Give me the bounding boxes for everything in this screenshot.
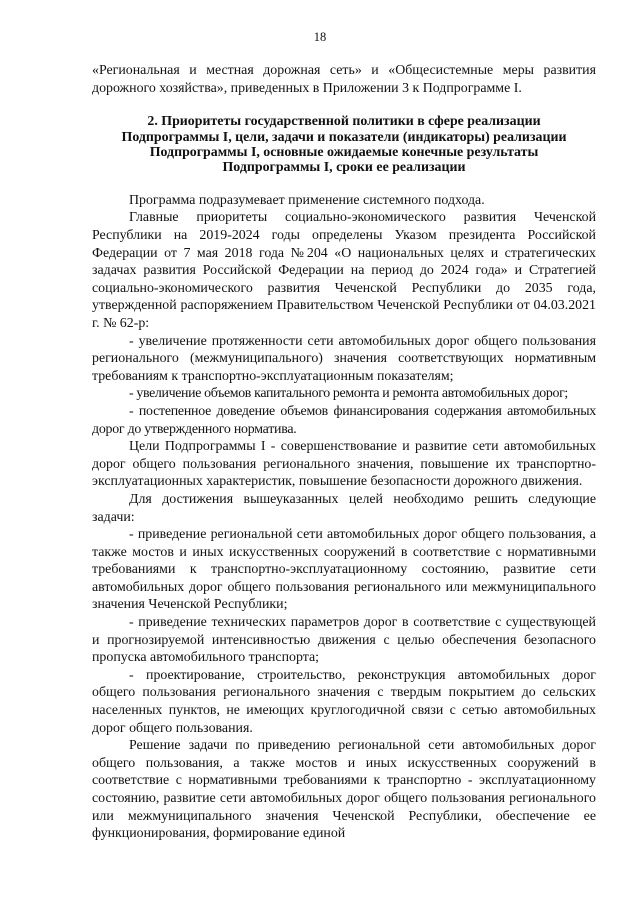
- body-paragraph: Для достижения вышеуказанных целей необходимо решить следующие задачи:: [92, 491, 596, 525]
- heading-line: 2. Приоритеты государственной политики в сфере реализации: [147, 114, 541, 130]
- body-paragraph: Главные приоритеты социально-экономического развития Чеченской Республики на 2019-2024 годы определены Указом президента Российской Федерации от 7 мая 2018 года №204 «О национальных целях и стратегических задачах развития Российской Федерации на период до 2024 года» и Стратегией социально-экономического развития Чеченской Республики до 2035 года, утвержденной распоряжением Правительством Чеченской Республики от 04.03.2021 г. № 62-р:: [92, 210, 596, 331]
- section-heading: [92, 114, 596, 176]
- list-item: - увеличение протяженности сети автомобильных дорог общего пользования регионального (межмуниципального) значения соответствующих нормативным требованиям к транспортно-эксплуатационным показателям;: [92, 333, 596, 384]
- heading-line: Подпрограммы I, цели, задачи и показатели (индикаторы) реализации: [121, 129, 567, 145]
- list-item: - приведение технических параметров дорог в соответствие с существующей и прогнозируемой интенсивностью движения с целью обеспечения безопасного пропуска автомобильного транспорта;: [92, 615, 596, 666]
- heading-line: Подпрограммы I, сроки ее реализации: [222, 160, 466, 176]
- heading-line: Подпрограммы I, основные ожидаемые конечные результаты: [149, 145, 539, 160]
- list-item: - увеличение объемов капитального ремонта и ремонта автомобильных дорог;: [129, 386, 568, 402]
- body-paragraph: Программа подразумевает применение системного подхода.: [129, 192, 485, 208]
- page-number: 18: [313, 30, 327, 44]
- list-item: - приведение региональной сети автомобильных дорог общего пользования, а также мостов и иных искусственных сооружений в соответствие с нормативными требованиями к транспортно-эксплуатационному состоянию, развитие сети автомобильных дорог общего пользования регионального или межмуниципального значения Чеченской Республики;: [92, 527, 596, 613]
- body-paragraph: Решение задачи по приведению региональной сети автомобильных дорог общего пользования, а также мостов и иных искусственных сооружений в соответствие с нормативными требованиями к транспортно - эксплуатационному состоянию, развитие сети автомобильных дорог общего пользования регионального или межмуниципального значения Чеченской Республики, обеспечение ее функционирования, формирование единой: [92, 738, 596, 842]
- body-paragraph: Цели Подпрограммы I - совершенствование и развитие сети автомобильных дорог общего пользования регионального значения, повышение их транспортно-эксплуатационных характеристик, повышение безопасности дорожного движения.: [92, 439, 596, 490]
- list-item: - проектирование, строительство, реконструкция автомобильных дорог общего пользования регионального значения с твердым покрытием до сельских населенных пунктов, не имеющих круглогодичной связи с сетью автомобильных дорог общего пользования.: [92, 667, 596, 736]
- intro-paragraph: «Региональная и местная дорожная сеть» и «Общесистемные меры развития дорожного хозяйства», приведенных в Приложении 3 к Подпрограмме I.: [92, 63, 596, 96]
- list-item: - постепенное доведение объемов финансирования содержания автомобильных дорог до утвержденного норматива.: [92, 403, 596, 437]
- document-body: [92, 62, 596, 843]
